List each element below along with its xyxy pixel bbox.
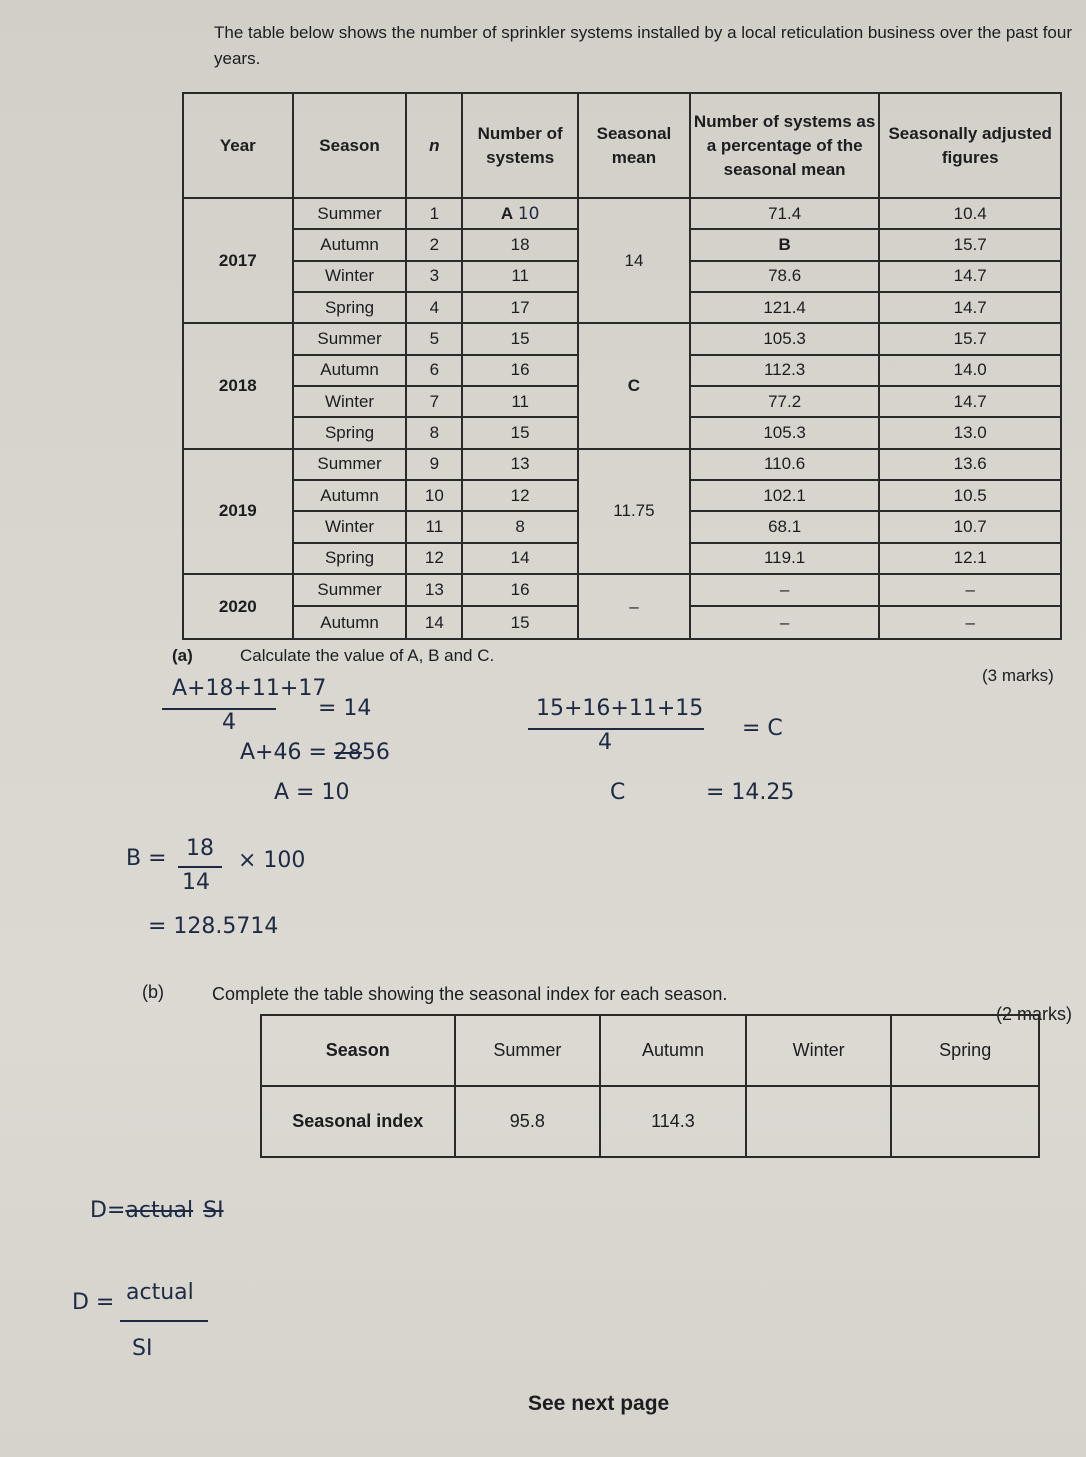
index-header-row: Seasonal index (261, 1086, 455, 1157)
systems-cell: 16 (462, 355, 578, 386)
n-cell: 4 (406, 292, 462, 323)
systems-cell: 13 (462, 449, 578, 480)
systems-cell: 11 (462, 261, 578, 292)
season-cell: Winter (293, 386, 407, 417)
hw-c-fraction-line (528, 728, 704, 730)
hw-b-result: = 128.5714 (148, 914, 279, 939)
n-cell: 6 (406, 355, 462, 386)
systems-cell: 14 (462, 543, 578, 574)
part-a-question: Calculate the value of A, B and C. (240, 646, 495, 665)
season-cell: Autumn (293, 480, 407, 511)
adj-cell: 14.7 (879, 261, 1061, 292)
hw-b-line1: D=actual SI (90, 1198, 224, 1223)
n-cell: 2 (406, 229, 462, 260)
pct-cell: 71.4 (690, 198, 880, 229)
season-cell: Spring (293, 417, 407, 448)
systems-cell: 15 (462, 606, 578, 639)
part-a-label: (a) (172, 646, 193, 665)
adj-cell: 14.7 (879, 292, 1061, 323)
season-cell: Summer (293, 574, 407, 606)
part-b-marks: (2 marks) (996, 1004, 1072, 1024)
n-cell: 9 (406, 449, 462, 480)
season-cell: Summer (293, 449, 407, 480)
hw-b-fraction-line (178, 866, 222, 868)
hw-b-line2-lhs: D = (72, 1290, 115, 1315)
year-cell: 2019 (183, 449, 293, 574)
pct-cell: 68.1 (690, 511, 880, 542)
part-b-label: (b) (142, 982, 164, 1002)
n-cell: 7 (406, 386, 462, 417)
header-n: n (406, 93, 462, 198)
index-header-season: Season (261, 1015, 455, 1086)
handwritten-a-value: 10 (517, 203, 540, 224)
index-season-autumn: Autumn (600, 1015, 746, 1086)
hw-a-result: A = 10 (274, 780, 350, 805)
pct-cell: – (690, 574, 880, 606)
hw-a-denominator: 4 (222, 710, 236, 735)
season-cell: Winter (293, 261, 407, 292)
year-cell: 2017 (183, 198, 293, 323)
adj-cell: 13.6 (879, 449, 1061, 480)
n-cell: 3 (406, 261, 462, 292)
hw-b-line2-denominator: SI (132, 1336, 153, 1361)
n-cell: 11 (406, 511, 462, 542)
mean-cell: 14 (578, 198, 690, 323)
systems-cell: 16 (462, 574, 578, 606)
adj-cell: – (879, 574, 1061, 606)
hw-b-numerator: 18 (186, 836, 214, 861)
hw-a-equals: = 14 (318, 696, 372, 721)
year-cell: 2020 (183, 574, 293, 639)
hw-a-numerator: A+18+11+17 (172, 676, 327, 701)
n-cell: 12 (406, 543, 462, 574)
pct-cell: 77.2 (690, 386, 880, 417)
mean-cell: 11.75 (578, 449, 690, 574)
pct-cell: 112.3 (690, 355, 880, 386)
header-systems: Number of systems (462, 93, 578, 198)
season-cell: Summer (293, 323, 407, 354)
systems-cell: 8 (462, 511, 578, 542)
adj-cell: 10.7 (879, 511, 1061, 542)
index-value-spring[interactable] (891, 1086, 1039, 1157)
pct-cell: 119.1 (690, 543, 880, 574)
label-a: A (500, 203, 514, 223)
mean-cell: C (578, 323, 690, 448)
intro-text: The table below shows the number of sprinkler systems installed by a local reticulation business over the past four years. (214, 23, 1072, 68)
hw-a-line2: A+46 = 2856 (240, 740, 390, 765)
footer-see-next-page: See next page (528, 1392, 670, 1415)
index-value-autumn: 114.3 (600, 1086, 746, 1157)
adj-cell: 15.7 (879, 229, 1061, 260)
hw-b-multiply: × 100 (238, 848, 306, 873)
pct-cell: 121.4 (690, 292, 880, 323)
hw-b-denominator: 14 (182, 870, 210, 895)
sprinkler-table (182, 92, 1062, 640)
n-cell: 14 (406, 606, 462, 639)
hw-c-label: C (610, 780, 626, 805)
part-a-marks: (3 marks) (982, 666, 1054, 685)
season-cell: Autumn (293, 229, 407, 260)
adj-cell: 12.1 (879, 543, 1061, 574)
n-cell: 13 (406, 574, 462, 606)
season-cell: Autumn (293, 606, 407, 639)
season-cell: Summer (293, 198, 407, 229)
n-cell: 1 (406, 198, 462, 229)
adj-cell: – (879, 606, 1061, 639)
season-cell: Winter (293, 511, 407, 542)
index-season-summer: Summer (455, 1015, 601, 1086)
header-percentage: Number of systems as a percentage of the seasonal mean (690, 93, 880, 198)
adj-cell: 10.4 (879, 198, 1061, 229)
systems-cell: 15 (462, 417, 578, 448)
mean-cell: – (578, 574, 690, 639)
pct-cell: 102.1 (690, 480, 880, 511)
pct-cell: 105.3 (690, 323, 880, 354)
season-cell: Autumn (293, 355, 407, 386)
systems-cell: 15 (462, 323, 578, 354)
adj-cell: 10.5 (879, 480, 1061, 511)
pct-cell: – (690, 606, 880, 639)
n-cell: 8 (406, 417, 462, 448)
hw-c-result: = 14.25 (706, 780, 795, 805)
index-season-spring: Spring (891, 1015, 1039, 1086)
adj-cell: 14.0 (879, 355, 1061, 386)
systems-cell: 18 (462, 229, 578, 260)
index-value-winter[interactable] (746, 1086, 892, 1157)
seasonal-index-table (260, 1014, 1040, 1158)
adj-cell: 13.0 (879, 417, 1061, 448)
year-cell: 2018 (183, 323, 293, 448)
systems-cell: 12 (462, 480, 578, 511)
header-seasonal-mean: Seasonal mean (578, 93, 690, 198)
index-value-summer: 95.8 (455, 1086, 601, 1157)
header-year: Year (183, 93, 293, 198)
part-b-question: Complete the table showing the seasonal index for each season. (212, 984, 728, 1004)
hw-b-line2-numerator: actual (126, 1280, 194, 1305)
systems-cell: 11 (462, 386, 578, 417)
header-season: Season (293, 93, 407, 198)
adj-cell: 14.7 (879, 386, 1061, 417)
hw-b-line2-fraction-line (120, 1320, 208, 1322)
hw-b-lhs: B = (126, 846, 167, 871)
n-cell: 10 (406, 480, 462, 511)
index-season-winter: Winter (746, 1015, 892, 1086)
pct-cell: 110.6 (690, 449, 880, 480)
n-cell: 5 (406, 323, 462, 354)
season-cell: Spring (293, 292, 407, 323)
systems-cell (462, 198, 578, 229)
pct-cell: 78.6 (690, 261, 880, 292)
hw-a-fraction-line (162, 708, 276, 710)
hw-c-denominator: 4 (598, 730, 612, 755)
season-cell: Spring (293, 543, 407, 574)
systems-cell: 17 (462, 292, 578, 323)
hw-c-equals: = C (742, 716, 783, 741)
pct-cell: 105.3 (690, 417, 880, 448)
pct-cell: B (690, 229, 880, 260)
header-adjusted: Seasonally adjusted figures (879, 93, 1061, 198)
adj-cell: 15.7 (879, 323, 1061, 354)
hw-c-numerator: 15+16+11+15 (536, 696, 704, 721)
